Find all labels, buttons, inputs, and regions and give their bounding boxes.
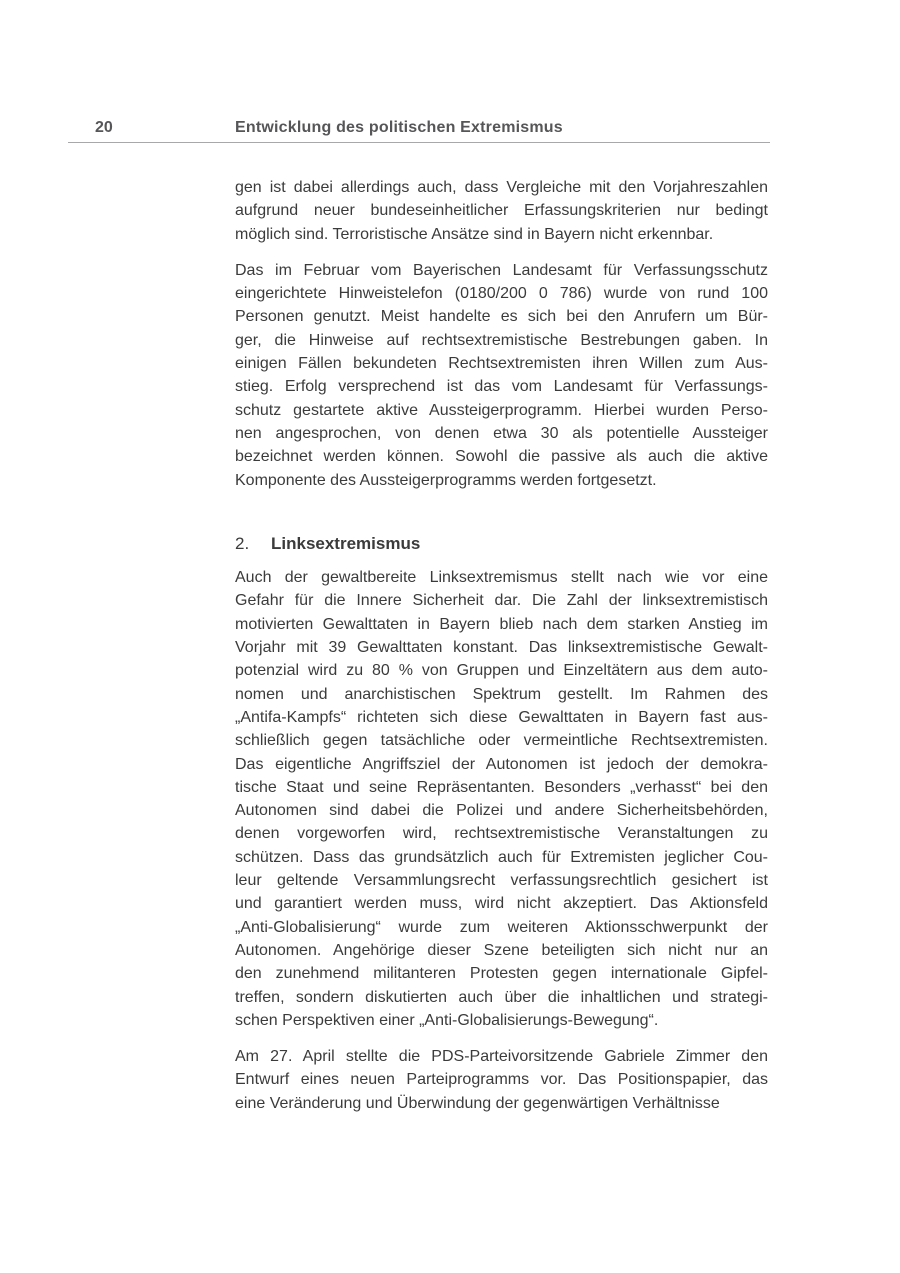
paragraph: [235, 259, 768, 492]
text-line: „Anti-Globalisierung“ wurde zum weiteren Aktionsschwerpunkt der: [235, 918, 768, 936]
section-heading: [235, 532, 768, 555]
text-line: motivierten Gewalttaten in Bayern blieb nach dem starken Anstieg im: [235, 615, 768, 633]
text-line: Auch der gewaltbereite Linksextremismus stellt nach wie vor eine: [235, 569, 768, 587]
content-blocks: [235, 176, 768, 1115]
text-line: gen ist dabei allerdings auch, dass Vergleiche mit den Vorjahreszahlen: [235, 179, 768, 196]
header-rule: [68, 142, 770, 143]
text-line: Das eigentliche Angriffsziel der Autonomen ist jedoch der demokra-: [235, 755, 768, 773]
paragraph: [235, 566, 768, 1032]
text-line: Am 27. April stellte die PDS-Parteivorsitzende Gabriele Zimmer den: [235, 1048, 768, 1066]
text-line: bezeichnet werden können. Sowohl die passive als auch die aktive: [235, 448, 768, 466]
text-line: stieg. Erfolg versprechend ist das vom Landesamt für Verfassungs-: [235, 378, 768, 396]
text-line: aufgrund neuer bundeseinheitlicher Erfassungskriterien nur bedingt: [235, 202, 768, 220]
text-line: Autonomen sind dabei die Polizei und andere Sicherheitsbehörden,: [235, 802, 768, 820]
text-line: und garantiert werden muss, wird nicht akzeptiert. Das Aktionsfeld: [235, 895, 768, 913]
text-line: Personen genutzt. Meist handelte es sich bei den Anrufern um Bür-: [235, 308, 768, 326]
text-line: eine Veränderung und Überwindung der gegenwärtigen Verhältnisse: [235, 1094, 720, 1112]
text-line: nomen und anarchistischen Spektrum gestellt. Im Rahmen des: [235, 685, 768, 703]
text-line: Autonomen. Angehörige dieser Szene beteiligten sich nicht nur an: [235, 941, 768, 959]
running-header-title: Entwicklung des politischen Extremismus: [235, 119, 563, 136]
text-line: Entwurf eines neuen Parteiprogramms vor. Das Positionspapier, das: [235, 1071, 768, 1089]
text-line: Gefahr für die Innere Sicherheit dar. Die Zahl der linksextremistisch: [235, 592, 768, 610]
text-line: schließlich gegen tatsächliche oder vermeintliche Rechtsextremisten.: [235, 732, 768, 750]
text-line: schutz gestartete aktive Aussteigerprogramm. Hierbei wurden Perso-: [235, 401, 768, 419]
text-line: Komponente des Aussteigerprogramms werden fortgesetzt.: [235, 471, 657, 489]
text-line: leur geltende Versammlungsrecht verfassungsrechtlich gesichert ist: [235, 872, 768, 890]
text-line: Vorjahr mit 39 Gewalttaten konstant. Das linksextremistische Gewalt-: [235, 639, 768, 657]
text-line: einigen Fällen bekundeten Rechtsextremisten ihren Willen zum Aus-: [235, 355, 768, 373]
text-line: ger, die Hinweise auf rechtsextremistische Bestrebungen gaben. In: [235, 331, 768, 349]
text-line: nen angesprochen, von denen etwa 30 als potentielle Aussteiger: [235, 424, 768, 442]
text-line: den zunehmend militanteren Protesten gegen internationale Gipfel-: [235, 965, 768, 983]
text-line: schen Perspektiven einer „Anti-Globalisierungs-Bewegung“.: [235, 1011, 659, 1029]
text-line: denen vorgeworfen wird, rechtsextremistische Veranstaltungen zu: [235, 825, 768, 843]
text-line: Das im Februar vom Bayerischen Landesamt für Verfassungsschutz: [235, 261, 768, 279]
text-line: möglich sind. Terroristische Ansätze sind in Bayern nicht erkennbar.: [235, 225, 714, 243]
page-number: 20: [95, 119, 113, 136]
text-line: treffen, sondern diskutierten auch über die inhaltlichen und strategi-: [235, 988, 768, 1006]
section-title: Linksextremismus: [271, 533, 421, 553]
paragraph: [235, 1045, 768, 1115]
section-number: 2.: [235, 533, 250, 553]
text-line: tische Staat und seine Repräsentanten. Besonders „verhasst“ bei den: [235, 778, 768, 796]
text-line: schützen. Dass das grundsätzlich auch für Extremisten jeglicher Cou-: [235, 848, 768, 866]
text-line: potenzial wird zu 80 % von Gruppen und Einzeltätern aus dem auto-: [235, 662, 768, 680]
paragraph: [235, 176, 768, 246]
text-line: „Antifa-Kampfs“ richteten sich diese Gewalttaten in Bayern fast aus-: [235, 708, 768, 726]
text-line: eingerichtete Hinweistelefon (0180/200 0 786) wurde von rund 100: [235, 285, 768, 303]
